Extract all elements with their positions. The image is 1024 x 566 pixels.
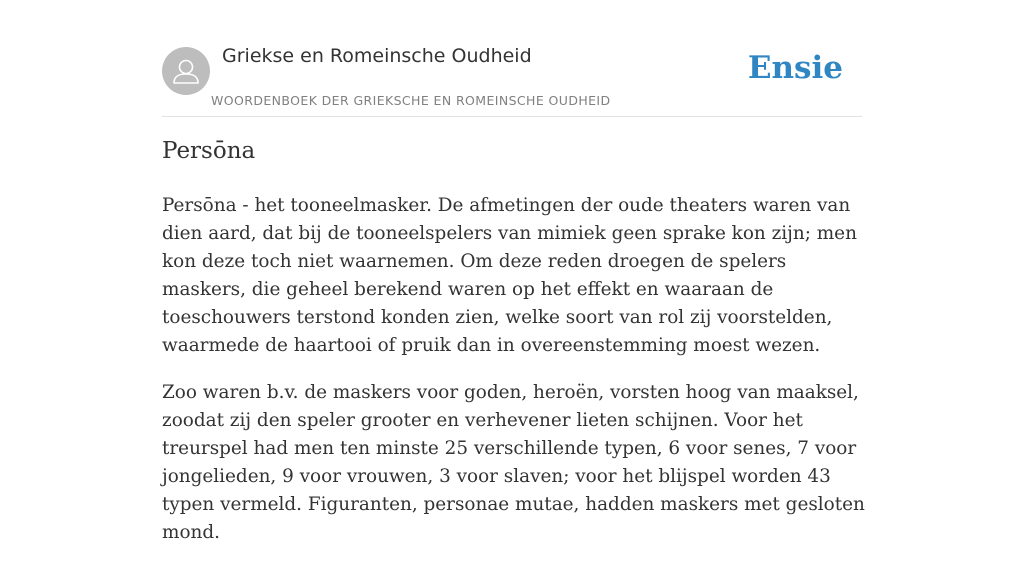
entry-paragraph: Zoo waren b.v. de maskers voor goden, heroën, vorsten hoog van maaksel, zoodat zij den speler grooter en verhevener lieten schijnen. Voor het treurspel had men ten minste 25 verschillende typen, 6 voor senes, 7 voor jongelieden, 9 voor vrouwen, 3 voor slaven; voor het blijspel worden 43 typen vermeld. Figuranten, personae mutae, hadden maskers met gesloten mond.: [162, 382, 865, 543]
user-silhouette-icon: [162, 47, 210, 95]
entry-content: [162, 192, 866, 566]
ensie-logo-link[interactable]: Ensie: [747, 50, 843, 86]
entry-title: Persōna: [162, 138, 256, 164]
entry-paragraph: Persōna - het tooneelmasker. De afmetingen der oude theaters waren van dien aard, dat bij de tooneelspelers van mimiek geen sprake kon zijn; men kon deze toch niet waarnemen. Om deze reden droegen de spelers maskers, die geheel berekend waren op het effekt en waaraan de toeschouwers terstond konden zien, welke soort van rol zij voorstelden, waarmede de haartooi of pruik dan in overeenstemming moest wezen.: [162, 195, 857, 356]
avatar[interactable]: [162, 47, 210, 95]
dictionary-header: [162, 0, 862, 117]
dictionary-title-link[interactable]: Griekse en Romeinsche Oudheid: [222, 45, 532, 67]
dictionary-subtitle: WOORDENBOEK DER GRIEKSCHE EN ROMEINSCHE OUDHEID: [211, 93, 611, 108]
